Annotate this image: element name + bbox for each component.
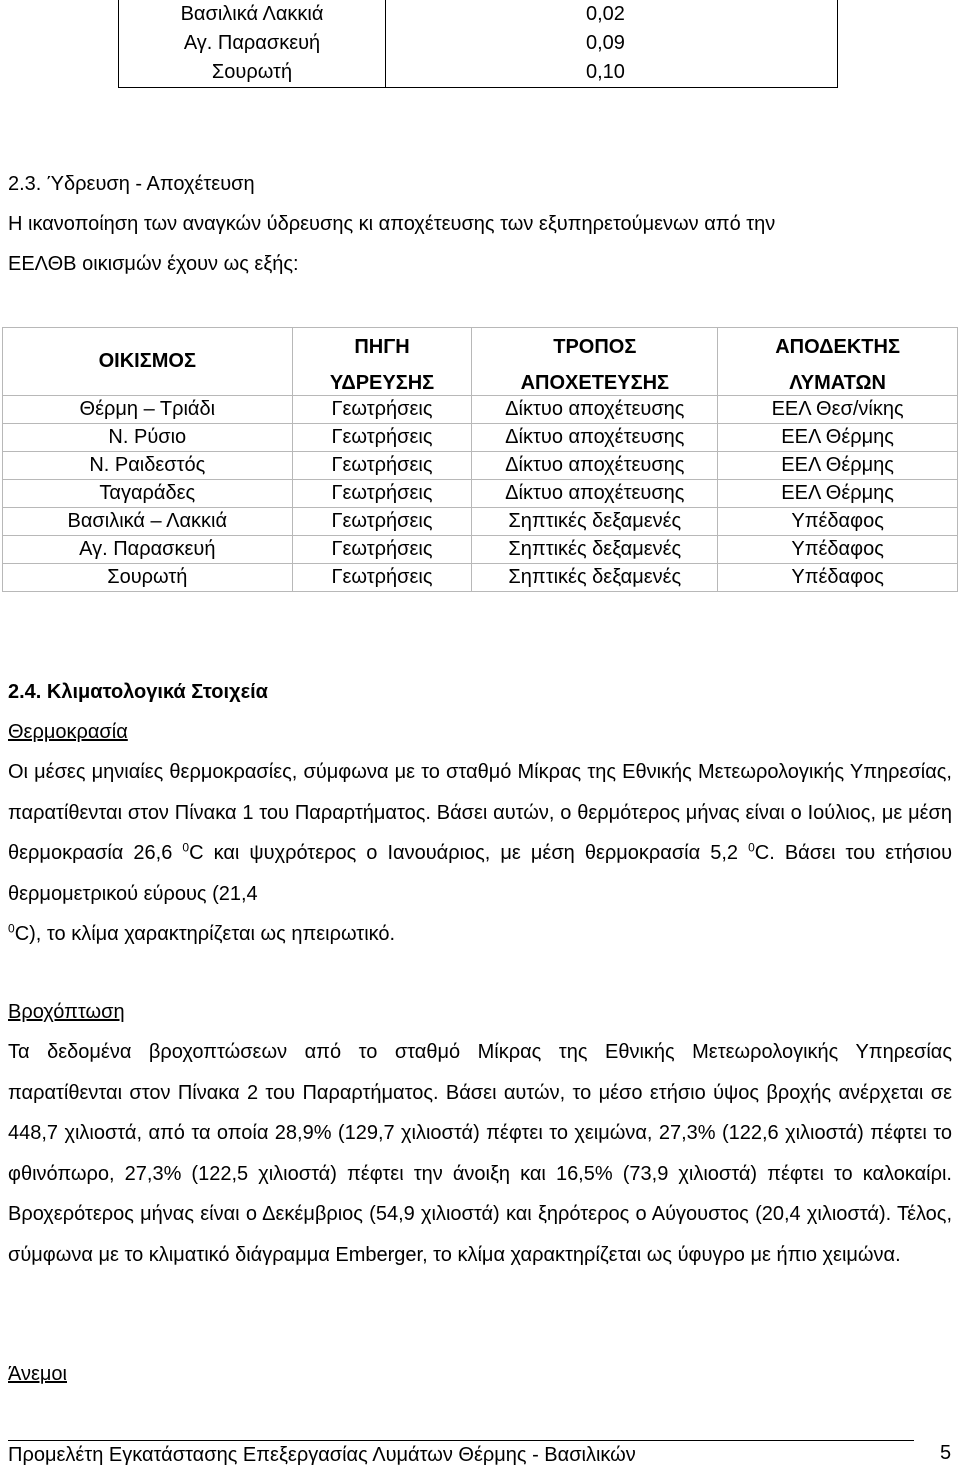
sewage-method-cell: Σηπτικές δεξαμενές <box>472 536 718 564</box>
water-source-cell: Γεωτρήσεις <box>292 564 472 592</box>
water-source-cell: Γεωτρήσεις <box>292 536 472 564</box>
receiver-cell: Υπέδαφος <box>718 508 958 536</box>
table-header-row <box>3 328 958 360</box>
value-cell: 0,10 <box>386 58 838 88</box>
table-row <box>3 396 958 424</box>
receiver-cell: Υπέδαφος <box>718 536 958 564</box>
settlement-cell: Σουρωτή <box>3 564 293 592</box>
water-source-cell: Γεωτρήσεις <box>292 480 472 508</box>
water-source-cell: Γεωτρήσεις <box>292 424 472 452</box>
sewage-method-cell: Δίκτυο αποχέτευσης <box>472 396 718 424</box>
water-source-cell: Γεωτρήσεις <box>292 508 472 536</box>
section-heading-2-3: 2.3. Ύδρευση - Αποχέτευση <box>8 173 255 195</box>
table-row <box>3 564 958 592</box>
place-cell: Σουρωτή <box>119 58 386 88</box>
settlement-cell: Βασιλικά – Λακκιά <box>3 508 293 536</box>
rainfall-paragraph: Τα δεδομένα βροχοπτώσεων από το σταθμό Μίκρας της Εθνικής Μετεωρολογικής Υπηρεσίας παρατίθενται στον Πίνακα 2 του Παραρτήματος. Βάσει αυτών, το μέσο ετήσιο ύψος βροχής ανέρχεται σε 448,7 χιλιοστά, από τα οποία 28,9% (129,7 χιλιοστά) πέφτει το χειμώνα, 27,3% (122,6 χιλιοστά) πέφτει το φθινόπωρο, 27,3% (122,5 χιλιοστά) πέφτει την άνοιξη και 16,5% (73,9 χιλιοστά) πέφτει το καλοκαίρι. Βροχερότερος μήνας είναι ο Δεκέμβριος (54,9 χιλιοστά) και ξηρότερος ο Αύγουστος (20,4 χιλιοστά). Τέλος, σύμφωνα με το κλιματικό διάγραμμα Emberger, το κλίμα χαρακτηρίζεται ως ύφυγρο με ήπιο χειμώνα. <box>8 1041 952 1266</box>
settlement-cell: Ν. Ραιδεστός <box>3 452 293 480</box>
degree-sup: 0 <box>748 840 755 855</box>
temperature-text-1: Οι μέσες μηνιαίες θερμοκρασίες, σύμφωνα με το σταθμό Μίκρας της Εθνικής Μετεωρολογικής Υπηρεσίας, παρατίθενται στον Πίνακα 1 του Παραρτήματος. Βάσει αυτών, ο θερμότερος μήνας είναι ο Ιούλιος, με μέση θερμοκρασία 26,6 <box>8 761 952 864</box>
header-receiver-2: ΛΥΜΑΤΩΝ <box>718 359 958 396</box>
table-row <box>119 58 838 88</box>
table-row <box>3 536 958 564</box>
water-sewage-table <box>2 327 958 592</box>
settlement-cell: Ταγαράδες <box>3 480 293 508</box>
intro-line-1: Η ικανοποίηση των αναγκών ύδρευσης κι αποχέτευσης των εξυπηρετούμενων από την <box>8 213 776 235</box>
value-cell: 0,09 <box>386 29 838 58</box>
place-cell: Βασιλικά Λακκιά <box>119 0 386 29</box>
header-method-2: ΑΠΟΧΕΤΕΥΣΗΣ <box>472 359 718 396</box>
temperature-text-4: C), το κλίμα χαρακτηρίζεται ως ηπειρωτικό. <box>14 923 396 945</box>
table-row <box>119 0 838 29</box>
header-source-1: ΠΗΓΗ <box>292 328 472 360</box>
settlement-cell: Ν. Ρύσιο <box>3 424 293 452</box>
sewage-method-cell: Σηπτικές δεξαμενές <box>472 564 718 592</box>
value-cell: 0,02 <box>386 0 838 29</box>
header-settlement: ΟΙΚΙΣΜΟΣ <box>3 328 293 396</box>
table-row <box>3 508 958 536</box>
table-row <box>3 452 958 480</box>
receiver-cell: ΕΕΛ Θέρμης <box>718 452 958 480</box>
header-method-1: ΤΡΟΠΟΣ <box>472 328 718 360</box>
settlement-cell: Θέρμη – Τριάδι <box>3 396 293 424</box>
header-source-2: ΥΔΡΕΥΣΗΣ <box>292 359 472 396</box>
sewage-method-cell: Δίκτυο αποχέτευσης <box>472 480 718 508</box>
temperature-text-2: C και ψυχρότερος ο Ιανουάριος, με μέση θερμοκρασία 5,2 <box>189 842 739 864</box>
temperature-paragraph <box>8 752 952 955</box>
top-values-table <box>118 0 838 88</box>
page-number: 5 <box>940 1442 952 1464</box>
wind-title: Άνεμοι <box>8 1363 67 1385</box>
degree-sup: 0 <box>182 840 190 855</box>
receiver-cell: ΕΕΛ Θέρμης <box>718 424 958 452</box>
place-cell: Αγ. Παρασκευή <box>119 29 386 58</box>
intro-line-2: ΕΕΛΘΒ οικισμών έχουν ως εξής: <box>8 253 299 275</box>
receiver-cell: Υπέδαφος <box>718 564 958 592</box>
settlement-cell: Αγ. Παρασκευή <box>3 536 293 564</box>
sewage-method-cell: Σηπτικές δεξαμενές <box>472 508 718 536</box>
water-source-cell: Γεωτρήσεις <box>292 452 472 480</box>
temperature-title: Θερμοκρασία <box>8 721 128 743</box>
table-row <box>3 424 958 452</box>
section-heading-2-4: 2.4. Κλιματολογικά Στοιχεία <box>8 681 268 703</box>
receiver-cell: ΕΕΛ Θεσ/νίκης <box>718 396 958 424</box>
rainfall-title: Βροχόπτωση <box>8 1001 125 1023</box>
footer-title: Προμελέτη Εγκατάστασης Επεξεργασίας Λυμάτων Θέρμης - Βασιλικών <box>8 1444 636 1466</box>
sewage-method-cell: Δίκτυο αποχέτευσης <box>472 424 718 452</box>
table-row <box>119 29 838 58</box>
header-receiver-1: ΑΠΟΔΕΚΤΗΣ <box>718 328 958 360</box>
table-row <box>3 480 958 508</box>
footer-divider <box>8 1440 914 1441</box>
water-source-cell: Γεωτρήσεις <box>292 396 472 424</box>
receiver-cell: ΕΕΛ Θέρμης <box>718 480 958 508</box>
degree-sup: 0 <box>8 921 15 936</box>
temperature-text-3: C. Βάσει του ετήσιου θερμομετρικού εύρους (21,4 <box>8 842 953 905</box>
sewage-method-cell: Δίκτυο αποχέτευσης <box>472 452 718 480</box>
